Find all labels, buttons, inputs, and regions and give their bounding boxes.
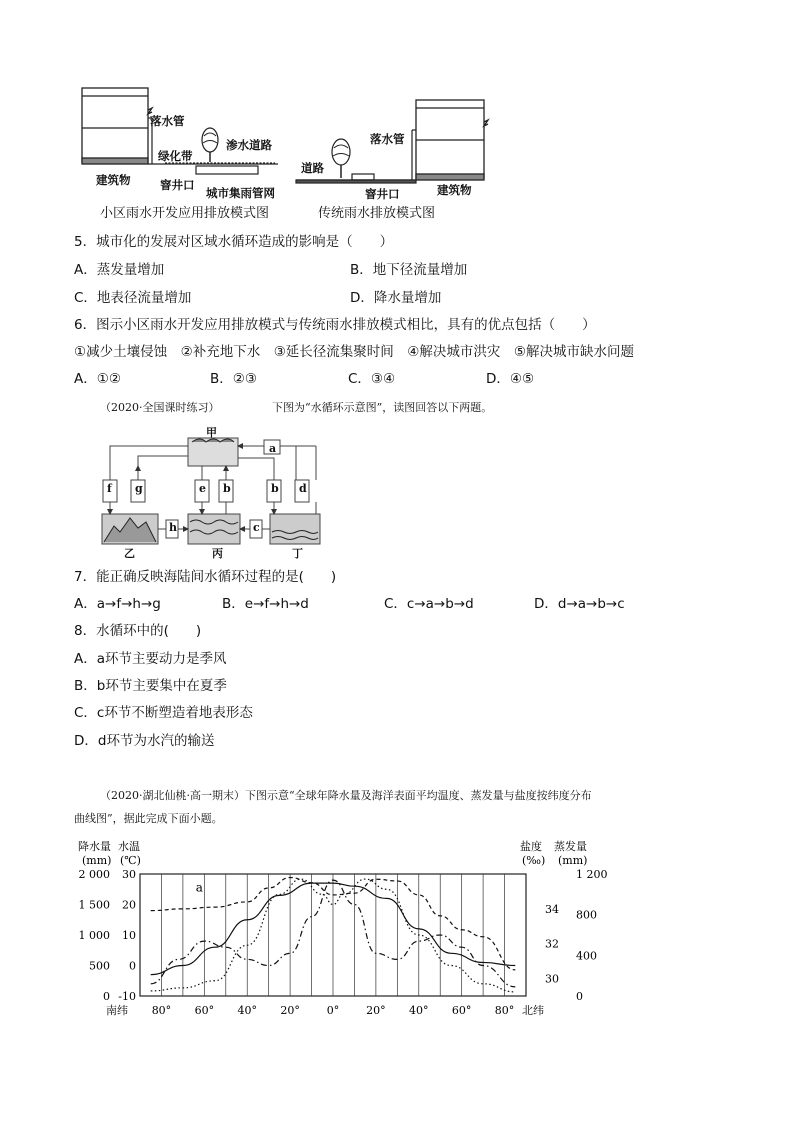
water-cycle-diagram	[96, 422, 326, 562]
axis-unit-precip: (mm)	[82, 854, 112, 867]
q5-option-b: B．地下径流量增加	[350, 262, 468, 278]
right-building	[416, 100, 488, 180]
x-tick-label: 20°	[280, 1004, 300, 1017]
q8-option-d: D．d环节为水汽的输送	[74, 733, 215, 749]
y-tick-salinity: 30	[545, 972, 559, 986]
caption-left-figure: 小区雨水开发应用排放模式图	[100, 206, 270, 221]
y-tick-salinity: 32	[545, 937, 559, 951]
q7-option-d: D．d→a→b→c	[534, 596, 625, 612]
label-d: d	[299, 482, 307, 495]
intro2-text: 下图为“水循环示意图”，读图回答以下两题。	[272, 401, 493, 414]
label-g: g	[135, 482, 143, 495]
y-tick-precip: 500	[89, 959, 110, 973]
q8-option-a: A．a环节主要动力是季风	[74, 651, 227, 667]
label-b2: b	[271, 482, 279, 495]
y-tick-salinity: 34	[545, 902, 559, 916]
x-tick-label: 80°	[151, 1004, 172, 1017]
q7-option-a: A．a→f→h→g	[74, 596, 161, 612]
left-building	[82, 88, 152, 164]
q7-option-b: B．e→f→h→d	[222, 596, 309, 612]
y-tick-watertemp: 10	[122, 929, 136, 942]
label-a: a	[269, 442, 277, 455]
axis-title-salinity: 盐度	[520, 840, 542, 853]
intro2-source: （2020·全国课时练习）	[100, 401, 220, 414]
label-c: c	[253, 521, 260, 534]
intro3-line2: 曲线图”，据此完成下面小题。	[74, 812, 223, 825]
axis-title-evaporation: 蒸发量	[554, 840, 587, 853]
axis-title-precip: 降水量	[78, 840, 111, 853]
caption-right-figure: 传统雨水排放模式图	[318, 206, 436, 221]
q6-option-c: C．③④	[348, 371, 396, 387]
label-building-left: 建筑物	[96, 173, 131, 187]
label-manhole-right: 窨井口	[365, 187, 400, 201]
q5-option-d: D．降水量增加	[350, 290, 442, 306]
q5-option-a: A．蒸发量增加	[74, 262, 165, 278]
q6-option-a: A．①②	[74, 371, 121, 387]
q7-option-c: C．c→a→b→d	[384, 596, 474, 612]
y-tick-watertemp: 20	[122, 898, 136, 912]
label-h: h	[169, 521, 177, 534]
y-tick-precip: 0	[103, 990, 110, 1003]
left-tree-icon	[202, 128, 218, 162]
label-manhole-left: 窨井口	[160, 178, 195, 192]
q8-stem: 8．水循环中的( )	[74, 623, 202, 639]
intro3-line1: （2020·湖北仙桃·高一期末）下图示意“全球年降水量及海洋表面平均温度、蒸发量与盐度按纬度分布	[100, 789, 592, 802]
y-tick-watertemp: 30	[122, 868, 136, 881]
y-tick-evaporation: 1 200	[576, 868, 608, 881]
q6-items: ①减少土壤侵蚀 ②补充地下水 ③延长径流集聚时间 ④解决城市洪灾 ⑤解决城市缺水问题	[74, 344, 635, 360]
axis-unit-salinity: (‰)	[522, 854, 546, 867]
y-tick-evaporation: 400	[576, 949, 597, 963]
x-left-label: 南纬	[106, 1004, 128, 1017]
q5-option-c: C．地表径流量增加	[74, 290, 192, 306]
x-tick-label: 80°	[494, 1004, 515, 1017]
x-tick-label: 20°	[366, 1004, 386, 1017]
q6-stem: 6．图示小区雨水开发应用排放模式与传统雨水排放模式相比，具有的优点包括（ ）	[74, 317, 596, 333]
right-tree-icon	[332, 139, 350, 178]
x-tick-label: 0°	[326, 1004, 340, 1017]
y-tick-precip: 1 500	[78, 898, 110, 912]
y-tick-watertemp: -10	[118, 990, 136, 1003]
x-tick-label: 40°	[409, 1004, 429, 1017]
x-right-label: 北纬	[522, 1004, 544, 1017]
label-yi: 乙	[124, 547, 135, 560]
axis-title-watertemp: 水温	[118, 840, 140, 853]
q6-option-b: B．②③	[210, 371, 257, 387]
axis-unit-evaporation: (mm)	[558, 854, 588, 867]
x-tick-label: 40°	[237, 1004, 257, 1017]
latitude-distribution-chart	[60, 836, 740, 1022]
label-bing: 丙	[212, 547, 223, 560]
label-permeable-road: 渗水道路	[226, 138, 272, 152]
label-ding: 丁	[292, 547, 303, 560]
q6-option-d: D．④⑤	[486, 371, 535, 387]
y-tick-precip: 2 000	[78, 868, 110, 881]
q7-stem: 7．能正确反映海陆间水循环过程的是( )	[74, 569, 337, 585]
label-downpipe-left: 落水管	[150, 114, 185, 128]
x-tick-label: 60°	[194, 1004, 215, 1017]
label-f: f	[107, 482, 112, 495]
y-tick-precip: 1 000	[78, 929, 110, 942]
label-downpipe-right: 落水管	[370, 132, 405, 146]
y-tick-evaporation: 800	[576, 908, 597, 922]
label-building-right: 建筑物	[437, 183, 472, 197]
label-sewer-net: 城市集雨管网	[206, 186, 275, 200]
x-tick-label: 60°	[451, 1004, 472, 1017]
label-road: 道路	[301, 161, 324, 175]
series-a-annotation: a	[195, 880, 203, 895]
q8-option-b: B．b环节主要集中在夏季	[74, 678, 227, 694]
label-e: e	[199, 482, 206, 495]
q5-stem: 5．城市化的发展对区域水循环造成的影响是（ ）	[74, 234, 394, 250]
q8-option-c: C．c环节不断塑造着地表形态	[74, 705, 253, 721]
y-tick-watertemp: 0	[129, 959, 136, 973]
label-b: b	[223, 482, 231, 495]
label-greenbelt: 绿化带	[158, 149, 193, 163]
label-jia: 甲	[206, 426, 217, 439]
y-tick-evaporation: 0	[576, 990, 583, 1003]
axis-unit-watertemp: (℃)	[120, 854, 141, 867]
